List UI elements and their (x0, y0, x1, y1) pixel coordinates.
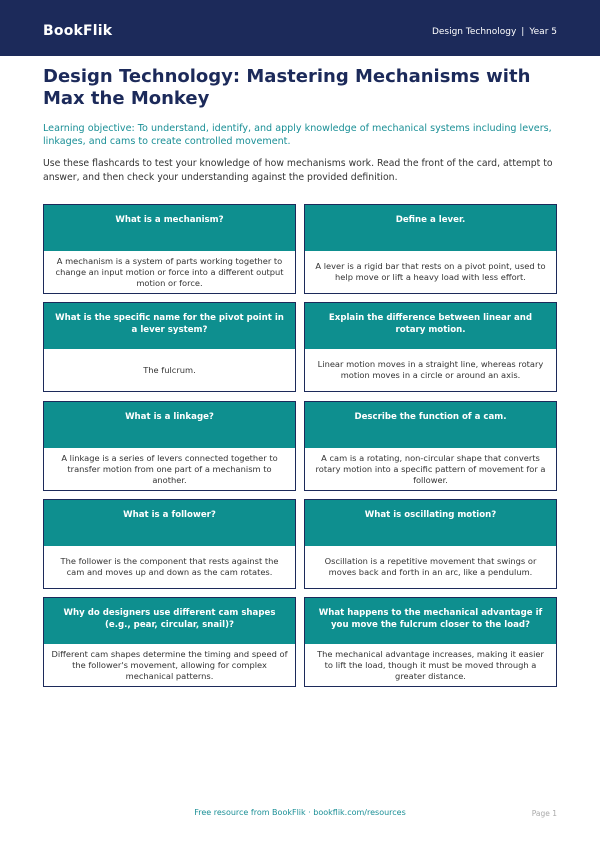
flashcard-answer: The fulcrum. (143, 364, 196, 375)
flashcard-answer: Different cam shapes determine the timing and speed of the follower's movement, allowing for complex mechanical patterns. (51, 648, 288, 681)
flashcard-question: What is a mechanism? (44, 205, 295, 251)
page-number: Page 1 (531, 809, 557, 818)
flashcard-question: Explain the difference between linear and rotary motion. (305, 303, 556, 349)
intro-text: Use these flashcards to test your knowledge of how mechanisms work. Read the front of the card, attempt to answer, and then check your understanding against the provided definition. (43, 158, 553, 183)
flashcard[interactable] (304, 597, 557, 687)
flashcard-question: What happens to the mechanical advantage if you move the fulcrum closer to the load? (305, 598, 556, 644)
flashcard-answer: The follower is the component that rests against the cam and moves up and down as the cam rotates. (60, 556, 279, 577)
flashcard[interactable] (43, 302, 296, 392)
subject-label (432, 27, 557, 37)
flashcard-question: What is a linkage? (44, 402, 295, 448)
flashcard-question: What is the specific name for the pivot point in a lever system? (44, 303, 295, 349)
flashcard[interactable] (43, 499, 296, 589)
flashcard-question: Why do designers use different cam shapes (e.g., pear, circular, snail)? (44, 598, 295, 644)
flashcard[interactable] (304, 401, 557, 491)
flashcard[interactable] (304, 204, 557, 294)
page-title: Design Technology: Mastering Mechanisms with Max the Monkey (43, 66, 531, 109)
subject-name: Design Technology (431, 27, 517, 37)
year-label: Year 5 (529, 27, 557, 37)
flashcard-answer: A cam is a rotating, non-circular shape that converts rotary motion into a specific pattern of movement for a follower. (315, 452, 546, 485)
flashcard[interactable] (304, 499, 557, 589)
subject-separator: | (521, 27, 525, 37)
learning-objective: Learning objective: To understand, identify, and apply knowledge of mechanical systems including levers, linkages, and cams to create controlled movement. (43, 123, 552, 147)
top-bar (0, 0, 600, 56)
flashcard[interactable] (43, 204, 296, 294)
flashcard-answer: A mechanism is a system of parts working together to change an input motion or force into a different output motion or force. (55, 255, 284, 288)
footer-resource-link[interactable]: Free resource from BookFlik · bookflik.com/resources (194, 808, 406, 817)
flashcard-answer: A lever is a rigid bar that rests on a pivot point, used to help move or lift a heavy load with less effort. (315, 261, 546, 282)
flashcard[interactable] (43, 401, 296, 491)
flashcard-question: Define a lever. (305, 205, 556, 251)
flashcard-question: What is a follower? (44, 500, 295, 546)
flashcard[interactable] (43, 597, 296, 687)
flashcard-answer: A linkage is a series of levers connected together to transfer motion from one part of a mechanism to another. (61, 452, 278, 485)
flashcard-question: Describe the function of a cam. (305, 402, 556, 448)
flashcard-answer: Linear motion moves in a straight line, whereas rotary motion moves in a circle or around an axis. (317, 359, 544, 380)
flashcard-answer: Oscillation is a repetitive movement that swings or moves back and forth in an arc, like a pendulum. (324, 556, 537, 577)
brand-logo[interactable]: BookFlik (43, 23, 113, 39)
flashcard[interactable] (304, 302, 557, 392)
flashcard-answer: The mechanical advantage increases, making it easier to lift the load, though it must be moved through a greater distance. (317, 648, 544, 681)
flashcard-question: What is oscillating motion? (305, 500, 556, 546)
